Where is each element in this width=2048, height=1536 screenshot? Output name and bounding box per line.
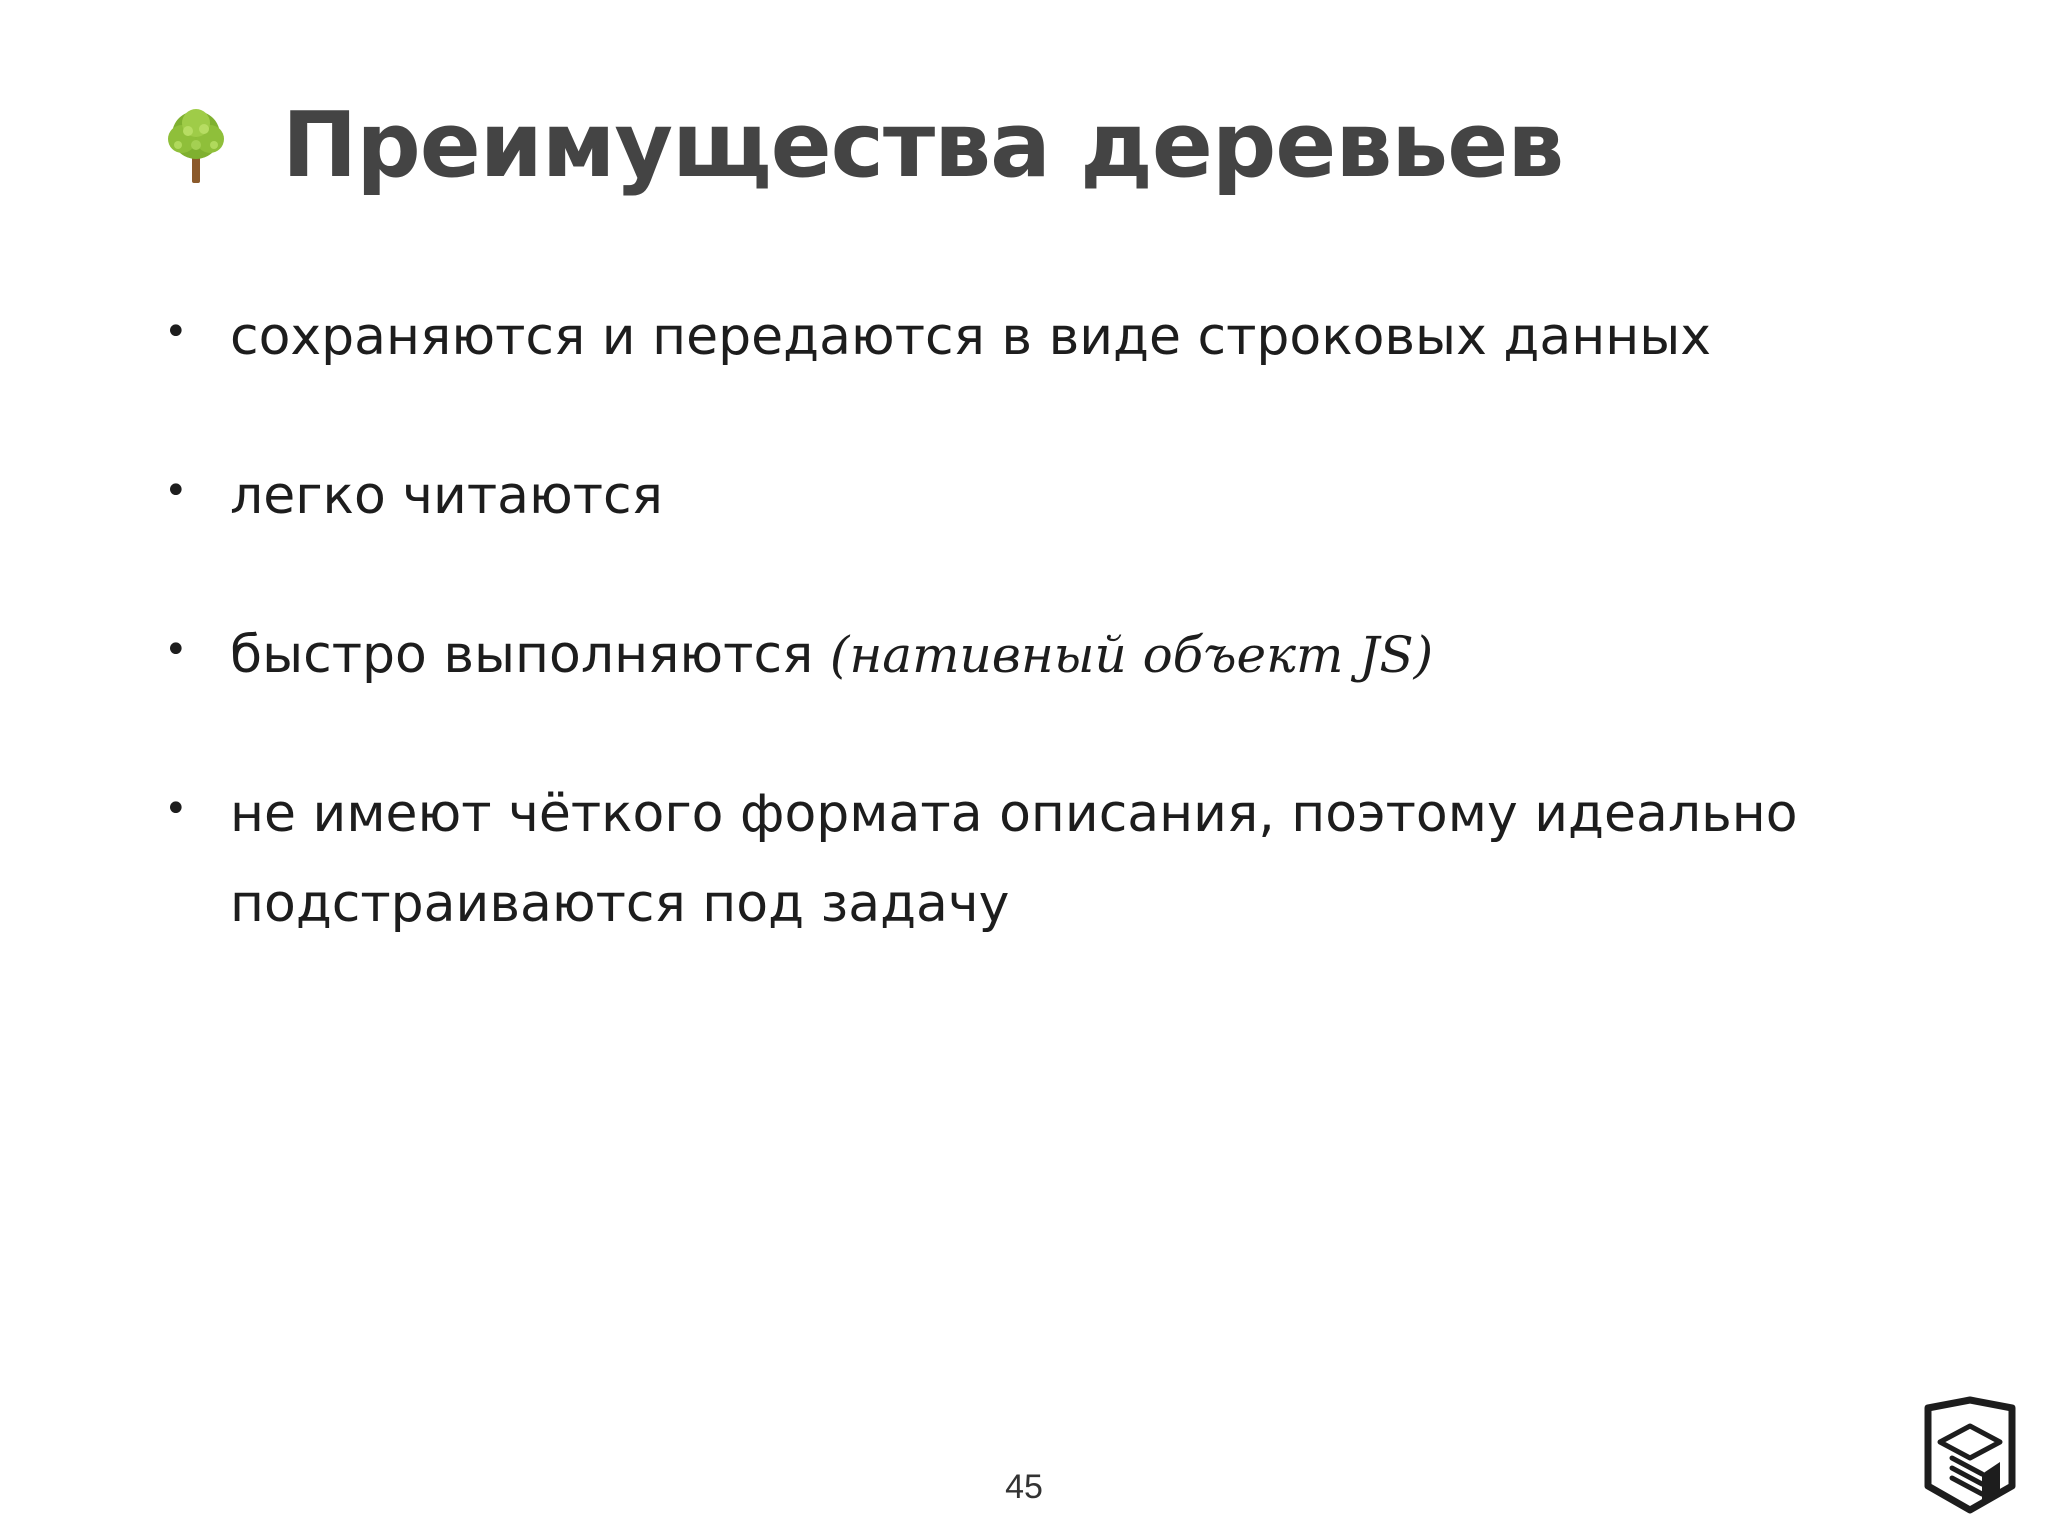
bullet-note: (нативный объект JS) xyxy=(829,626,1434,684)
bullet-list xyxy=(160,292,1940,949)
list-item xyxy=(160,769,1940,949)
bullet-dot: • xyxy=(164,468,188,514)
deciduous-tree-icon xyxy=(160,105,232,185)
bullet-text: сохраняются и передаются в виде строковых данных xyxy=(230,307,1712,367)
bullet-dot: • xyxy=(164,786,188,832)
list-item xyxy=(160,451,1940,541)
bullet-text: не имеют чёткого формата описания, поэтому идеально подстраиваются под задачу xyxy=(230,784,1798,934)
slide-title: Преимущества деревьев xyxy=(282,92,1564,198)
bullet-dot: • xyxy=(164,309,188,355)
page-number: 45 xyxy=(1005,1468,1043,1506)
bullet-text: легко читаются xyxy=(230,466,663,526)
list-item xyxy=(160,610,1940,700)
shield-book-logo-icon xyxy=(1922,1396,2018,1514)
bullet-dot: • xyxy=(164,627,188,673)
list-item xyxy=(160,292,1940,382)
slide-header xyxy=(160,80,1563,210)
bullet-text: быстро выполняются xyxy=(230,625,830,685)
